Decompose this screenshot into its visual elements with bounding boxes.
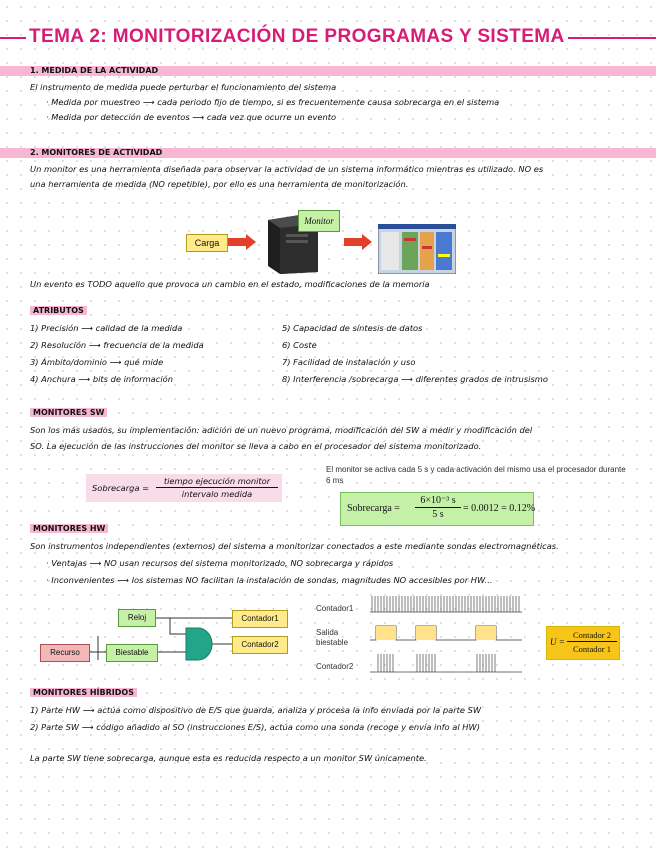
s1-line1: El instrumento de medida puede perturbar el funcionamiento del sistema <box>30 82 337 92</box>
clock-signal-2 <box>370 654 522 672</box>
example-numerator: 6×10⁻³ s <box>415 495 461 508</box>
example-denominator: 5 s <box>432 509 444 520</box>
recurso-box: Recurso <box>40 644 90 662</box>
hw-bullet2: · Inconvenientes ⟶ los sistemas NO facilitan la instalación de sondas, magnitudes NO accesibles por HW... <box>46 575 493 585</box>
monitor-diagram <box>186 204 466 274</box>
section-heading-monitores: 2. MONITORES DE ACTIVIDAD <box>30 148 163 157</box>
monitores-hibridos-heading: MONITORES HÍBRIDOS <box>30 688 137 697</box>
hw-circuit-diagram <box>40 600 304 670</box>
attr-left-4: 4) Anchura ⟶ bits de información <box>30 374 173 384</box>
arrow-right-icon <box>344 234 374 250</box>
contador2-box: Contador2 <box>232 636 288 654</box>
signal-label-contador1: Contador1 <box>316 604 354 613</box>
formula-numerator: tiempo ejecución monitor <box>156 475 278 488</box>
example-left: Sobrecarga = <box>347 503 400 514</box>
hw-bullet1: · Ventajas ⟶ NO usan recursos del sistema monitorizado, NO sobrecarga y rápidos <box>46 558 394 568</box>
signal-label-salida: Salida biestable <box>316 628 349 647</box>
attr-right-7: 7) Facilidad de instalación y uso <box>282 357 416 367</box>
attr-right-8: 8) Interferencia /sobrecarga ⟶ diferentes grados de intrusismo <box>282 374 548 384</box>
sobrecarga-formula <box>86 474 282 502</box>
reloj-box: Reloj <box>118 609 156 627</box>
monitores-sw-heading: MONITORES SW <box>30 408 107 417</box>
u-left: U = <box>550 637 565 647</box>
biestable-signal <box>370 626 522 640</box>
attr-left-1: 1) Precisión ⟶ calidad de la medida <box>30 323 183 333</box>
signal-label-contador2: Contador2 <box>316 662 354 671</box>
example-formula <box>340 492 534 526</box>
s2-evento: Un evento es TODO aquello que provoca un cambio en el estado, modificaciones de la memoria <box>30 279 430 289</box>
utilization-formula <box>546 626 620 660</box>
hibridos-line3: La parte SW tiene sobrecarga, aunque esta es reducida respecto a un monitor SW únicamente. <box>30 753 427 763</box>
s1-bullet2: · Medida por detección de eventos ⟶ cada vez que ocurre un evento <box>46 112 337 122</box>
monitor-box: Monitor <box>298 210 340 232</box>
formula-denominator: intervalo medida <box>181 489 253 499</box>
u-denominator: Contador 1 <box>572 644 611 654</box>
hibridos-line2: 2) Parte SW ⟶ código añadido al SO (instrucciones E/S), actúa como una sonda (recoge y envía info al HW) <box>30 722 480 732</box>
attr-right-6: 6) Coste <box>282 340 317 350</box>
signal-timing-diagram <box>370 596 522 680</box>
atributos-heading: ATRIBUTOS <box>30 306 87 315</box>
monitores-hw-heading: MONITORES HW <box>30 524 108 533</box>
title-row <box>0 24 656 50</box>
attr-left-2: 2) Resolución ⟶ frecuencia de la medida <box>30 340 204 350</box>
page-title: TEMA 2: MONITORIZACIÓN DE PROGRAMAS Y SISTEMA <box>26 26 568 48</box>
example-note: El monitor se activa cada 5 s y cada activación del mismo usa el procesador durante 6 ms <box>326 465 626 485</box>
example-right: = 0.0012 = 0.12% <box>463 503 536 514</box>
hw-line1: Son instrumentos independientes (externos) del sistema a monitorizar conectados a este mediante sondas electromagnéticas. <box>30 541 559 551</box>
contador1-box: Contador1 <box>232 610 288 628</box>
section-heading-medida: 1. MEDIDA DE LA ACTIVIDAD <box>30 66 159 75</box>
u-numerator: Contador 2 <box>567 629 617 642</box>
attr-left-3: 3) Ámbito/dominio ⟶ qué mide <box>30 357 164 367</box>
hibridos-line1: 1) Parte HW ⟶ actúa como dispositivo de E/S que guarda, analiza y procesa la info enviada por la parte SW <box>30 705 482 715</box>
sw-line1: Son los más usados, su implementación: adición de un nuevo programa, modificación del SW a medir y modificación del <box>30 425 533 435</box>
monitor-screen-icon <box>378 224 456 274</box>
s1-bullet1: · Medida por muestreo ⟶ cada periodo fijo de tiempo, si es frecuentemente causa sobrecarga en el sistema <box>46 97 500 107</box>
sw-line2: SO. La ejecución de las instrucciones del monitor se lleva a cabo en el procesador del sistema monitorizado. <box>30 441 482 451</box>
clock-signal-1 <box>370 596 522 612</box>
attr-right-5: 5) Capacidad de síntesis de datos <box>282 323 423 333</box>
s2-line1: Un monitor es una herramienta diseñada para observar la actividad de un sistema informático mientras es utilizado. NO es <box>30 164 544 174</box>
biestable-box: Biestable <box>106 644 158 662</box>
carga-box: Carga <box>186 234 228 252</box>
formula-left: Sobrecarga = <box>92 483 150 493</box>
s2-line2: una herramienta de medida (NO repetible), por ello es una herramienta de monitorización. <box>30 179 409 189</box>
arrow-right-icon <box>228 234 258 250</box>
